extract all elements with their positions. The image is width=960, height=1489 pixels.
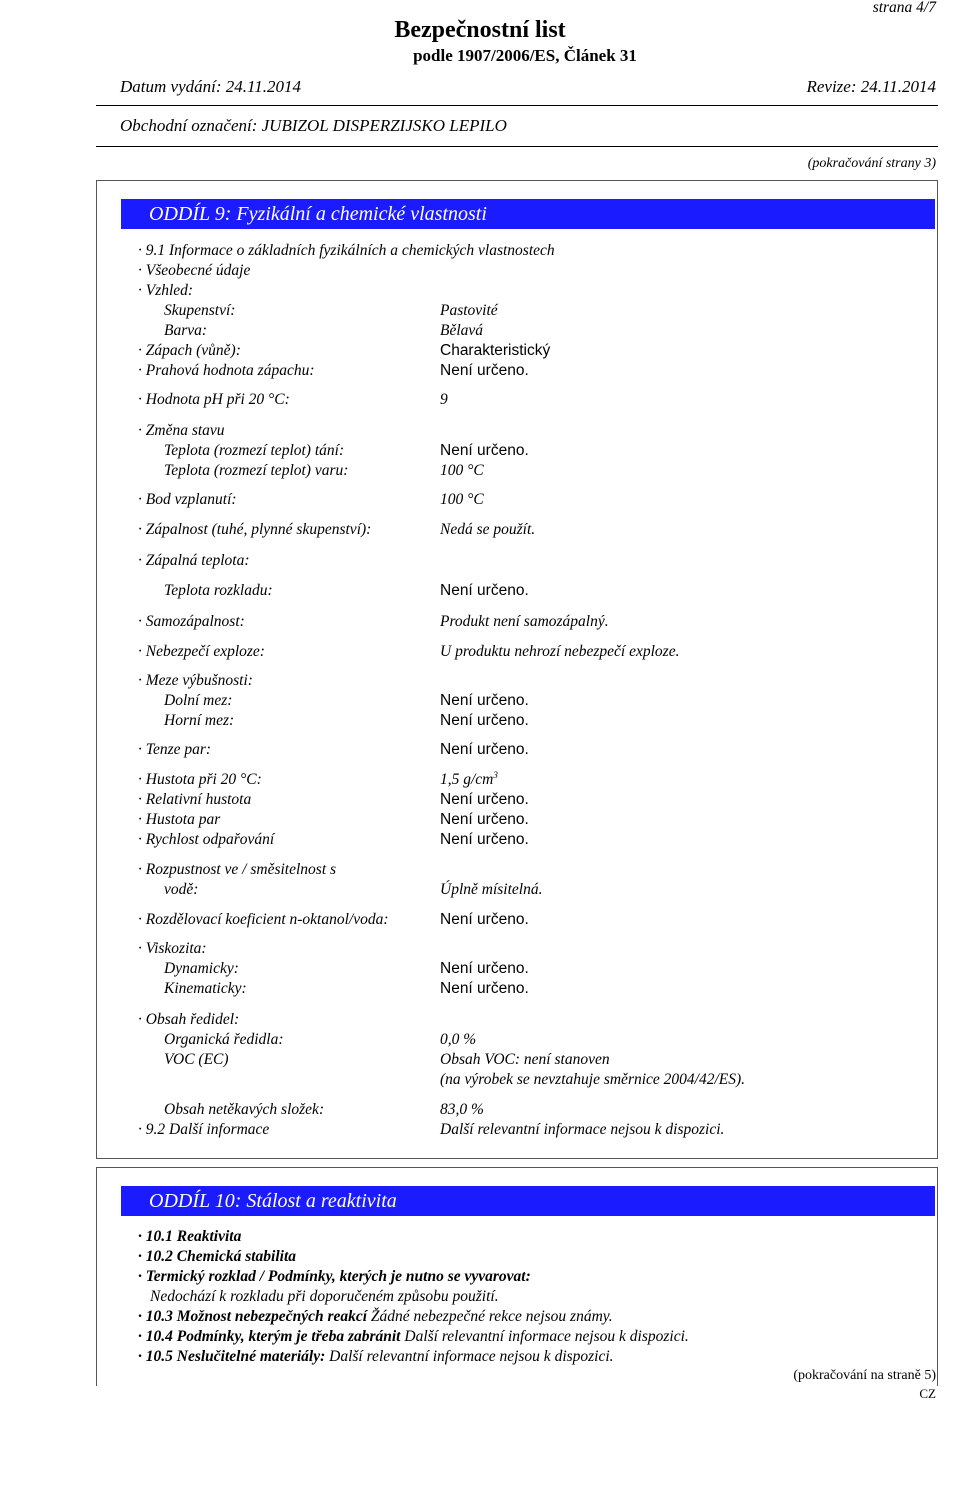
stability-item-text: Další relevantní informace nejsou k dispozici. <box>400 1328 689 1345</box>
property-label: · Všeobecné údaje <box>138 262 251 279</box>
continued-from: (pokračování strany 3) <box>807 156 936 171</box>
section-10-heading: ODDÍL 10: Stálost a reaktivita <box>121 1186 935 1216</box>
stability-line <box>138 1267 531 1287</box>
stability-item-label: · 10.4 Podmínky, kterým je třeba zabránit <box>138 1328 401 1345</box>
property-label: VOC (EC) <box>164 1051 229 1068</box>
stability-line <box>150 1287 499 1307</box>
stability-item-label: · Termický rozklad / Podmínky, kterých je nutno se vyvarovat: <box>138 1268 531 1285</box>
property-label: Dynamicky: <box>164 960 239 977</box>
stability-item-label: · 10.3 Možnost nebezpečných reakcí <box>138 1308 368 1325</box>
property-value: Pastovité <box>440 302 498 319</box>
property-label: · Bod vzplanutí: <box>138 491 237 508</box>
property-value: 83,0 % <box>440 1101 484 1118</box>
page-number: strana 4/7 <box>872 0 936 16</box>
property-value: Obsah VOC: není stanoven <box>440 1051 610 1068</box>
trade-name: Obchodní označení: JUBIZOL DISPERZIJSKO LEPILO <box>120 116 507 135</box>
issue-date: Datum vydání: 24.11.2014 <box>120 77 301 96</box>
property-value: Další relevantní informace nejsou k dispozici. <box>440 1121 725 1138</box>
revision-date: Revize: 24.11.2014 <box>806 77 936 96</box>
property-label: Organická ředidla: <box>164 1031 284 1048</box>
property-label: · Obsah ředidel: <box>138 1011 240 1028</box>
stability-line <box>138 1327 689 1347</box>
property-label: · Hustota při 20 °C: <box>138 771 262 788</box>
property-label: · Viskozita: <box>138 940 207 957</box>
property-value: U produktu nehrozí nebezpečí exploze. <box>440 643 680 660</box>
property-label: · Hodnota pH při 20 °C: <box>138 391 290 408</box>
property-label: · 9.2 Další informace <box>138 1121 270 1138</box>
stability-item-text: Nedochází k rozkladu při doporučeném způsobu použití. <box>150 1288 499 1305</box>
property-value: 9 <box>440 391 448 408</box>
section-9-heading: ODDÍL 9: Fyzikální a chemické vlastnosti <box>121 199 935 229</box>
property-value: 0,0 % <box>440 1031 477 1048</box>
property-label: Teplota (rozmezí teplot) tání: <box>164 442 345 459</box>
document-title: Bezpečnostní list <box>394 17 566 43</box>
property-value: Není určeno. <box>440 811 529 828</box>
stability-item-label: · 10.5 Neslučitelné materiály: <box>138 1348 326 1365</box>
property-value: Není určeno. <box>440 582 529 599</box>
property-label: · Rozdělovací koeficient n-oktanol/voda: <box>138 911 389 928</box>
header-divider <box>96 105 938 106</box>
property-value: Není určeno. <box>440 442 529 459</box>
property-value: 1,5 $g/cm^3$ <box>440 769 498 788</box>
property-label: Kinematicky: <box>164 980 247 997</box>
property-value: Není určeno. <box>440 741 529 758</box>
property-value: Úplně mísitelná. <box>440 881 543 898</box>
property-label: Skupenství: <box>164 302 236 319</box>
property-label: · 9.1 Informace o základních fyzikálních a chemických vlastnostech <box>138 242 555 259</box>
property-value: Není určeno. <box>440 911 529 928</box>
property-value: Není určeno. <box>440 692 529 709</box>
property-value: Bělavá <box>440 322 484 339</box>
header-divider-2 <box>96 146 938 147</box>
property-label: · Zápach (vůně): <box>138 342 241 359</box>
stability-item-text: Další relevantní informace nejsou k dispozici. <box>325 1348 614 1365</box>
property-label: Dolní mez: <box>164 692 233 709</box>
property-label: Horní mez: <box>164 712 235 729</box>
property-value: (na výrobek se nevztahuje směrnice 2004/42/ES). <box>440 1071 746 1088</box>
property-label: Obsah netěkavých složek: <box>164 1101 325 1118</box>
property-label: Teplota rozkladu: <box>164 582 273 599</box>
property-label: · Rozpustnost ve / směsitelnost s <box>138 861 337 878</box>
property-label: · Nebezpečí exploze: <box>138 643 265 660</box>
property-label: · Prahová hodnota zápachu: <box>138 362 315 379</box>
property-value: Charakteristický <box>440 342 551 359</box>
property-label: Barva: <box>164 322 208 339</box>
stability-item-text: Žádné nebezpečné rekce nejsou známy. <box>367 1308 613 1325</box>
property-label: · Rychlost odpařování <box>138 831 275 848</box>
property-label: · Meze výbušnosti: <box>138 672 253 689</box>
property-label: Teplota (rozmezí teplot) varu: <box>164 462 349 479</box>
property-label: · Samozápalnost: <box>138 613 245 630</box>
property-label: · Vzhled: <box>138 282 194 299</box>
property-label: · Tenze par: <box>138 741 212 758</box>
property-value: 100 °C <box>440 462 484 479</box>
property-value: Produkt není samozápalný. <box>440 613 609 630</box>
continued-to: (pokračování na straně 5) <box>793 1368 936 1383</box>
property-value: Není určeno. <box>440 362 529 379</box>
property-label: vodě: <box>164 881 199 898</box>
stability-line <box>138 1347 614 1367</box>
property-value: Není určeno. <box>440 791 529 808</box>
property-label: · Relativní hustota <box>138 791 252 808</box>
stability-line <box>138 1227 241 1247</box>
language-code: CZ <box>919 1386 936 1401</box>
property-value: 100 °C <box>440 491 484 508</box>
property-value: Není určeno. <box>440 831 529 848</box>
property-label: · Zápalnost (tuhé, plynné skupenství): <box>138 521 372 538</box>
property-value: Není určeno. <box>440 712 529 729</box>
stability-line <box>138 1247 296 1267</box>
stability-item-label: · 10.1 Reaktivita <box>138 1228 242 1245</box>
property-value: Není určeno. <box>440 980 529 997</box>
property-label: · Změna stavu <box>138 422 225 439</box>
property-value: Nedá se použít. <box>440 521 536 538</box>
document-subtitle: podle 1907/2006/ES, Článek 31 <box>413 46 637 65</box>
stability-item-label: · 10.2 Chemická stabilita <box>138 1248 297 1265</box>
property-value: Není určeno. <box>440 960 529 977</box>
property-label: · Hustota par <box>138 811 221 828</box>
stability-line <box>138 1307 613 1327</box>
property-label: · Zápalná teplota: <box>138 552 250 569</box>
